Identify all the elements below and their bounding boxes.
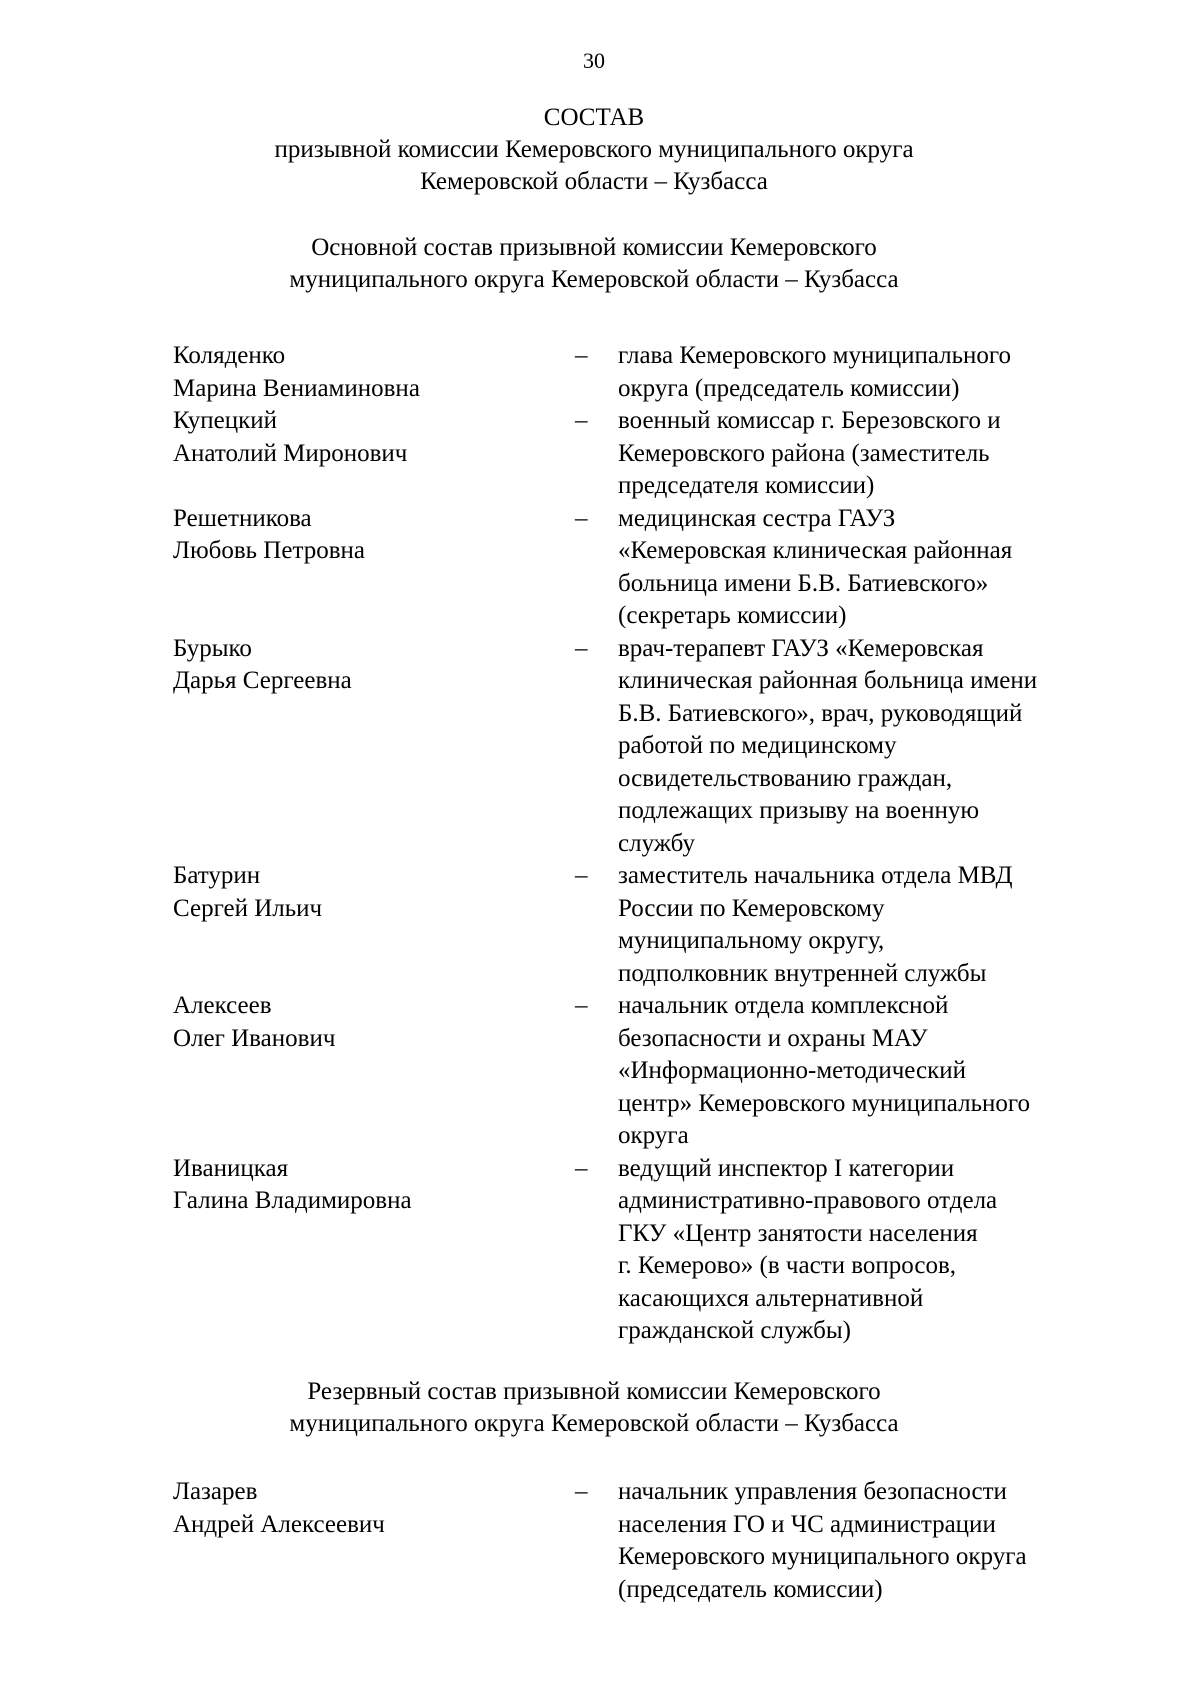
- member-role: медицинская сестра ГАУЗ «Кемеровская клиническая районная больница имени Б.В. Батиевского» (секретарь комиссии): [618, 504, 1013, 629]
- member-role: военный комиссар г. Березовского и Кемеровского района (заместитель председателя комиссии): [618, 407, 1001, 499]
- title-line-1: СОСТАВ: [543, 104, 645, 131]
- member-row: [0, 503, 1200, 633]
- dash-separator: –: [575, 342, 588, 369]
- member-given-names: Олег Иванович: [173, 1024, 336, 1052]
- member-role: начальник управления безопасности населения ГО и ЧС администрации Кемеровского муниципального округа (председатель комиссии): [618, 1478, 1027, 1603]
- title-line-3: Кемеровской области – Кузбасса: [420, 168, 768, 195]
- member-given-names: Любовь Петровна: [173, 537, 365, 564]
- member-surname: Алексеев: [173, 992, 272, 1019]
- dash-separator: –: [575, 862, 588, 889]
- dash-separator: –: [575, 504, 588, 532]
- member-role: врач-терапевт ГАУЗ «Кемеровская клиническая районная больница имени Б.В. Батиевского», врач, руководящий работой по медицинскому освидетельствованию граждан, подлежащих призыву на военную службу: [618, 634, 1038, 857]
- member-role: ведущий инспектор I категории административно-правового отдела ГКУ «Центр занятости населения г. Кемерово» (в части вопросов, касающихся альтернативной гражданской службы): [618, 1154, 998, 1344]
- main-section-heading: [0, 232, 1188, 296]
- page-number: 30: [583, 48, 605, 73]
- member-surname: Бурыко: [173, 634, 252, 662]
- dash-separator: –: [575, 407, 588, 434]
- member-given-names: Андрей Алексеевич: [173, 1510, 385, 1538]
- member-name: [173, 860, 563, 925]
- member-role: заместитель начальника отдела МВД России по Кемеровскому муниципальному округу, подполковник внутренней службы: [618, 862, 1013, 987]
- dash-separator: –: [575, 1478, 588, 1505]
- member-name: [173, 990, 563, 1055]
- dash-separator: –: [575, 1154, 588, 1182]
- member-role: глава Кемеровского муниципального округа (председатель комиссии): [618, 342, 1012, 402]
- member-surname: Купецкий: [173, 407, 278, 434]
- member-row: [0, 405, 1200, 503]
- member-row: [0, 860, 1200, 990]
- main-heading-line-1: Основной состав призывной комиссии Кемеровского: [311, 234, 877, 261]
- member-given-names: Дарья Сергеевна: [173, 667, 352, 694]
- member-surname: Лазарев: [173, 1478, 258, 1505]
- reserve-section-heading: [0, 1376, 1188, 1440]
- dash-separator: –: [575, 992, 588, 1019]
- member-surname: Коляденко: [173, 342, 286, 369]
- member-name: [173, 633, 563, 698]
- member-row: [0, 1476, 1200, 1606]
- reserve-members-list: [0, 1476, 1200, 1606]
- member-surname: Батурин: [173, 862, 261, 889]
- member-row: [0, 633, 1200, 861]
- member-row: [0, 990, 1200, 1153]
- member-name: [173, 1153, 563, 1218]
- member-row: [0, 340, 1200, 405]
- member-given-names: Анатолий Миронович: [173, 439, 408, 467]
- member-surname: Иваницкая: [173, 1154, 289, 1182]
- reserve-heading-line-2: муниципального округа Кемеровской области – Кузбасса: [289, 1410, 899, 1437]
- member-name: [173, 1476, 563, 1541]
- reserve-heading-line-1: Резервный состав призывной комиссии Кемеровского: [307, 1378, 881, 1405]
- member-given-names: Марина Вениаминовна: [173, 374, 420, 402]
- member-given-names: Галина Владимировна: [173, 1187, 412, 1214]
- main-heading-line-2: муниципального округа Кемеровской области – Кузбасса: [289, 266, 899, 293]
- title-line-2: призывной комиссии Кемеровского муниципального округа: [274, 136, 914, 163]
- member-given-names: Сергей Ильич: [173, 894, 323, 922]
- dash-separator: –: [575, 634, 588, 662]
- member-surname: Решетникова: [173, 504, 312, 532]
- member-name: [173, 503, 563, 568]
- member-role: начальник отдела комплексной безопасности и охраны МАУ «Информационно-методический центр» Кемеровского муниципального округа: [618, 992, 1030, 1149]
- member-name: [173, 340, 563, 405]
- member-name: [173, 405, 563, 470]
- document-title: [0, 102, 1188, 198]
- main-members-list: [0, 340, 1200, 1348]
- member-row: [0, 1153, 1200, 1348]
